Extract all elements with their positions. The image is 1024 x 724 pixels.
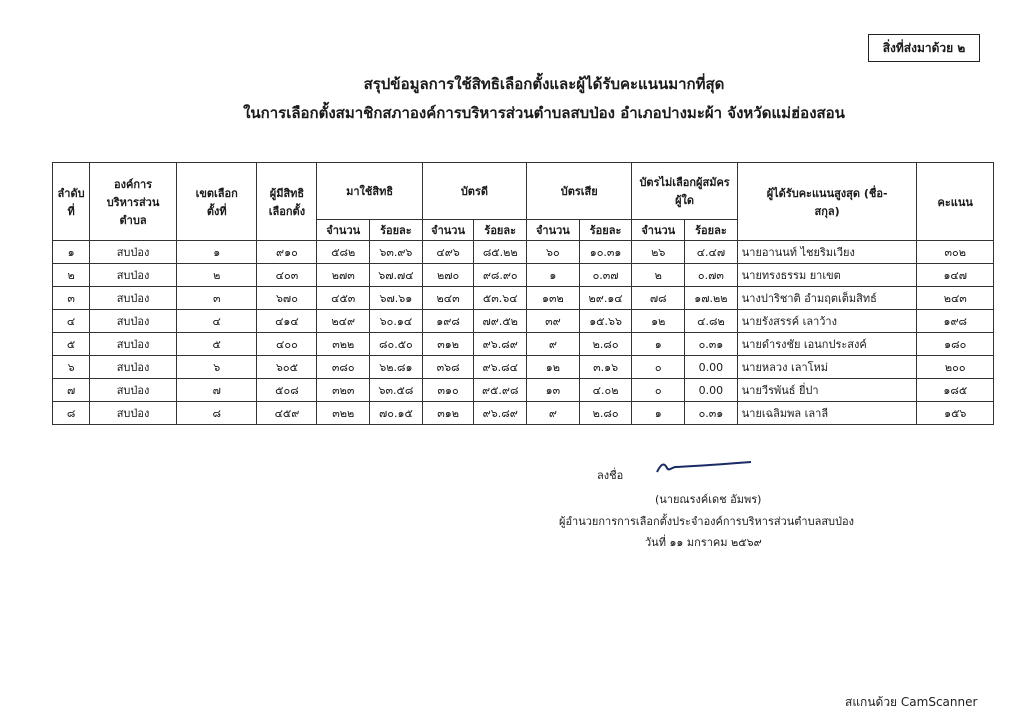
signature-image <box>655 456 755 478</box>
table-row <box>53 379 994 402</box>
cell-org: สบป่อง <box>90 402 177 425</box>
cell-novote-count: ๑๒ <box>632 310 685 333</box>
cell-spoiled-count: ๑๓๒ <box>527 287 580 310</box>
cell-order: ๓ <box>53 287 90 310</box>
cell-org: สบป่อง <box>90 356 177 379</box>
header-turnout: มาใช้สิทธิ <box>317 163 422 220</box>
subheader-count: จำนวน <box>422 220 474 241</box>
cell-eligible: ๖๐๕ <box>257 356 317 379</box>
cell-good-percent: ๗๙.๕๒ <box>474 310 527 333</box>
cell-good-count: ๓๑๒ <box>422 333 474 356</box>
cell-score: ๒๐๐ <box>917 356 994 379</box>
cell-spoiled-percent: ๐.๓๗ <box>579 264 632 287</box>
cell-score: ๑๔๗ <box>917 264 994 287</box>
cell-novote-count: ๑ <box>632 333 685 356</box>
cell-turnout-count: ๕๘๒ <box>317 241 370 264</box>
cell-spoiled-count: ๓๙ <box>527 310 580 333</box>
header-winner-label: ผู้ได้รับคะแนนสูงสุด (ชื่อ-สกุล) <box>766 186 888 218</box>
subheader-percent: ร้อยละ <box>474 220 527 241</box>
cell-good-count: ๔๙๖ <box>422 241 474 264</box>
cell-novote-count: ๗๘ <box>632 287 685 310</box>
cell-novote-percent: ๔.๔๗ <box>685 241 738 264</box>
header-score: คะแนน <box>917 163 994 241</box>
cell-score: ๑๕๖ <box>917 402 994 425</box>
cell-eligible: ๔๐๓ <box>257 264 317 287</box>
cell-org: สบป่อง <box>90 333 177 356</box>
cell-good-percent: ๙๖.๘๙ <box>474 402 527 425</box>
cell-turnout-percent: ๖๐.๑๔ <box>370 310 423 333</box>
cell-district: ๒ <box>176 264 257 287</box>
table-row <box>53 402 994 425</box>
subheader-percent: ร้อยละ <box>370 220 423 241</box>
cell-eligible: ๖๗๐ <box>257 287 317 310</box>
cell-novote-count: ๒๖ <box>632 241 685 264</box>
cell-turnout-count: ๓๘๐ <box>317 356 370 379</box>
cell-org: สบป่อง <box>90 287 177 310</box>
header-org-label: องค์การบริหารส่วนตำบล <box>106 177 160 227</box>
cell-novote-count: ๒ <box>632 264 685 287</box>
header-order-label: ลำดับที่ <box>57 186 85 218</box>
cell-turnout-percent: ๖๗.๗๔ <box>370 264 423 287</box>
cell-winner-name: นายรังสรรค์ เลาว้าง <box>737 310 917 333</box>
cell-district: ๔ <box>176 310 257 333</box>
subheader-percent: ร้อยละ <box>685 220 738 241</box>
cell-turnout-count: ๒๗๓ <box>317 264 370 287</box>
cell-spoiled-percent: ๒.๘๐ <box>579 333 632 356</box>
header-good-ballots: บัตรดี <box>422 163 526 220</box>
cell-good-percent: ๘๕.๒๒ <box>474 241 527 264</box>
subheader-count: จำนวน <box>317 220 370 241</box>
header-spoiled-ballots: บัตรเสีย <box>527 163 632 220</box>
cell-good-count: ๓๖๘ <box>422 356 474 379</box>
cell-order: ๖ <box>53 356 90 379</box>
header-org <box>90 163 177 241</box>
cell-order: ๒ <box>53 264 90 287</box>
cell-turnout-percent: ๖๗.๖๑ <box>370 287 423 310</box>
cell-spoiled-count: ๑๓ <box>527 379 580 402</box>
cell-turnout-count: ๓๒๓ <box>317 379 370 402</box>
signer-name: (นายณรงค์เดช อัมพร) <box>655 493 762 506</box>
cell-order: ๗ <box>53 379 90 402</box>
cell-spoiled-percent: ๓.๑๖ <box>579 356 632 379</box>
table-row <box>53 287 994 310</box>
cell-score: ๑๘๐ <box>917 333 994 356</box>
table-row <box>53 310 994 333</box>
cell-turnout-percent: ๘๐.๕๐ <box>370 333 423 356</box>
header-eligible-label: ผู้มีสิทธิเลือกตั้ง <box>268 186 306 218</box>
table-row <box>53 264 994 287</box>
header-district-label: เขตเลือกตั้งที่ <box>195 186 238 218</box>
cell-eligible: ๔๑๔ <box>257 310 317 333</box>
cell-district: ๗ <box>176 379 257 402</box>
cell-eligible: ๙๑๐ <box>257 241 317 264</box>
cell-district: ๘ <box>176 402 257 425</box>
scanner-footer: สแกนด้วย CamScanner <box>845 695 978 709</box>
cell-spoiled-count: ๑ <box>527 264 580 287</box>
cell-novote-count: ๑ <box>632 402 685 425</box>
cell-good-percent: ๙๕.๙๘ <box>474 379 527 402</box>
cell-winner-name: นายดำรงชัย เอนกประสงค์ <box>737 333 917 356</box>
cell-novote-percent: ๔.๘๒ <box>685 310 738 333</box>
cell-good-count: ๒๗๐ <box>422 264 474 287</box>
subheader-count: จำนวน <box>527 220 580 241</box>
cell-turnout-percent: ๖๓.๕๘ <box>370 379 423 402</box>
cell-good-count: ๓๑๒ <box>422 402 474 425</box>
cell-good-count: ๒๔๓ <box>422 287 474 310</box>
cell-novote-percent: ๐.๓๑ <box>685 402 738 425</box>
cell-spoiled-count: ๑๒ <box>527 356 580 379</box>
header-eligible <box>257 163 317 241</box>
cell-order: ๔ <box>53 310 90 333</box>
cell-org: สบป่อง <box>90 379 177 402</box>
cell-good-percent: ๕๓.๖๔ <box>474 287 527 310</box>
cell-good-count: ๑๙๘ <box>422 310 474 333</box>
results-body <box>53 241 994 425</box>
cell-good-percent: ๙๘.๙๐ <box>474 264 527 287</box>
cell-org: สบป่อง <box>90 241 177 264</box>
cell-spoiled-percent: ๑๐.๓๑ <box>579 241 632 264</box>
cell-turnout-percent: ๖๓.๙๖ <box>370 241 423 264</box>
cell-turnout-count: ๔๕๓ <box>317 287 370 310</box>
cell-winner-name: นายหลวง เลาโหม่ <box>737 356 917 379</box>
signer-position: ผู้อำนวยการการเลือกตั้งประจำองค์การบริหารส่วนตำบลสบป่อง <box>559 515 854 528</box>
header-no-vote-ballots <box>632 163 737 220</box>
cell-good-percent: ๙๖.๘๙ <box>474 333 527 356</box>
sign-label: ลงชื่อ <box>597 469 624 482</box>
election-results-table <box>52 162 994 425</box>
cell-spoiled-count: ๙ <box>527 333 580 356</box>
cell-eligible: ๔๕๙ <box>257 402 317 425</box>
attachment-label: สิ่งที่ส่งมาด้วย ๒ <box>868 34 980 62</box>
cell-good-percent: ๙๖.๘๔ <box>474 356 527 379</box>
subheader-count: จำนวน <box>632 220 685 241</box>
cell-winner-name: นายวีรพันธ์ ยี่ปา <box>737 379 917 402</box>
cell-district: ๕ <box>176 333 257 356</box>
cell-org: สบป่อง <box>90 264 177 287</box>
cell-novote-percent: ๐.๗๓ <box>685 264 738 287</box>
cell-district: ๖ <box>176 356 257 379</box>
cell-turnout-count: ๓๒๒ <box>317 333 370 356</box>
table-row <box>53 333 994 356</box>
cell-eligible: ๔๐๐ <box>257 333 317 356</box>
cell-turnout-count: ๓๒๒ <box>317 402 370 425</box>
cell-score: ๓๐๒ <box>917 241 994 264</box>
subheader-percent: ร้อยละ <box>579 220 632 241</box>
cell-eligible: ๕๐๘ <box>257 379 317 402</box>
cell-spoiled-count: ๙ <box>527 402 580 425</box>
cell-winner-name: นางปาริชาติ อำมฤตเต็มสิทธ์ <box>737 287 917 310</box>
cell-winner-name: นายอานนท์ ไชยริมเวียง <box>737 241 917 264</box>
cell-turnout-percent: ๖๒.๘๑ <box>370 356 423 379</box>
cell-order: ๕ <box>53 333 90 356</box>
cell-novote-percent: ๑๗.๒๒ <box>685 287 738 310</box>
table-row <box>53 356 994 379</box>
document-title: สรุปข้อมูลการใช้สิทธิเลือกตั้งและผู้ได้รับคะแนนมากที่สุด <box>363 75 725 93</box>
cell-score: ๑๙๘ <box>917 310 994 333</box>
sign-date: วันที่ ๑๑ มกราคม ๒๕๖๙ <box>645 536 762 549</box>
cell-order: ๑ <box>53 241 90 264</box>
cell-winner-name: นายทรงธรรม ยาเขต <box>737 264 917 287</box>
cell-order: ๘ <box>53 402 90 425</box>
header-no-vote-label: บัตรไม่เลือกผู้สมัครผู้ใด <box>639 176 730 207</box>
cell-novote-count: ๐ <box>632 379 685 402</box>
cell-novote-percent: 0.00 <box>685 379 738 402</box>
cell-spoiled-percent: ๔.๐๒ <box>579 379 632 402</box>
cell-spoiled-count: ๖๐ <box>527 241 580 264</box>
cell-winner-name: นายเฉลิมพล เลาลี <box>737 402 917 425</box>
header-district <box>176 163 257 241</box>
header-order <box>53 163 90 241</box>
header-winner <box>737 163 917 241</box>
cell-novote-percent: 0.00 <box>685 356 738 379</box>
table-row <box>53 241 994 264</box>
cell-org: สบป่อง <box>90 310 177 333</box>
cell-novote-percent: ๐.๓๑ <box>685 333 738 356</box>
cell-good-count: ๓๑๐ <box>422 379 474 402</box>
cell-spoiled-percent: ๒.๘๐ <box>579 402 632 425</box>
cell-score: ๑๘๕ <box>917 379 994 402</box>
cell-novote-count: ๐ <box>632 356 685 379</box>
cell-turnout-percent: ๗๐.๑๕ <box>370 402 423 425</box>
cell-spoiled-percent: ๑๕.๖๖ <box>579 310 632 333</box>
cell-score: ๒๔๓ <box>917 287 994 310</box>
document-subtitle: ในการเลือกตั้งสมาชิกสภาองค์การบริหารส่วนตำบลสบป่อง อำเภอปางมะผ้า จังหวัดแม่ฮ่องสอน <box>243 104 845 122</box>
cell-district: ๑ <box>176 241 257 264</box>
cell-spoiled-percent: ๒๙.๑๔ <box>579 287 632 310</box>
cell-turnout-count: ๒๔๙ <box>317 310 370 333</box>
cell-district: ๓ <box>176 287 257 310</box>
